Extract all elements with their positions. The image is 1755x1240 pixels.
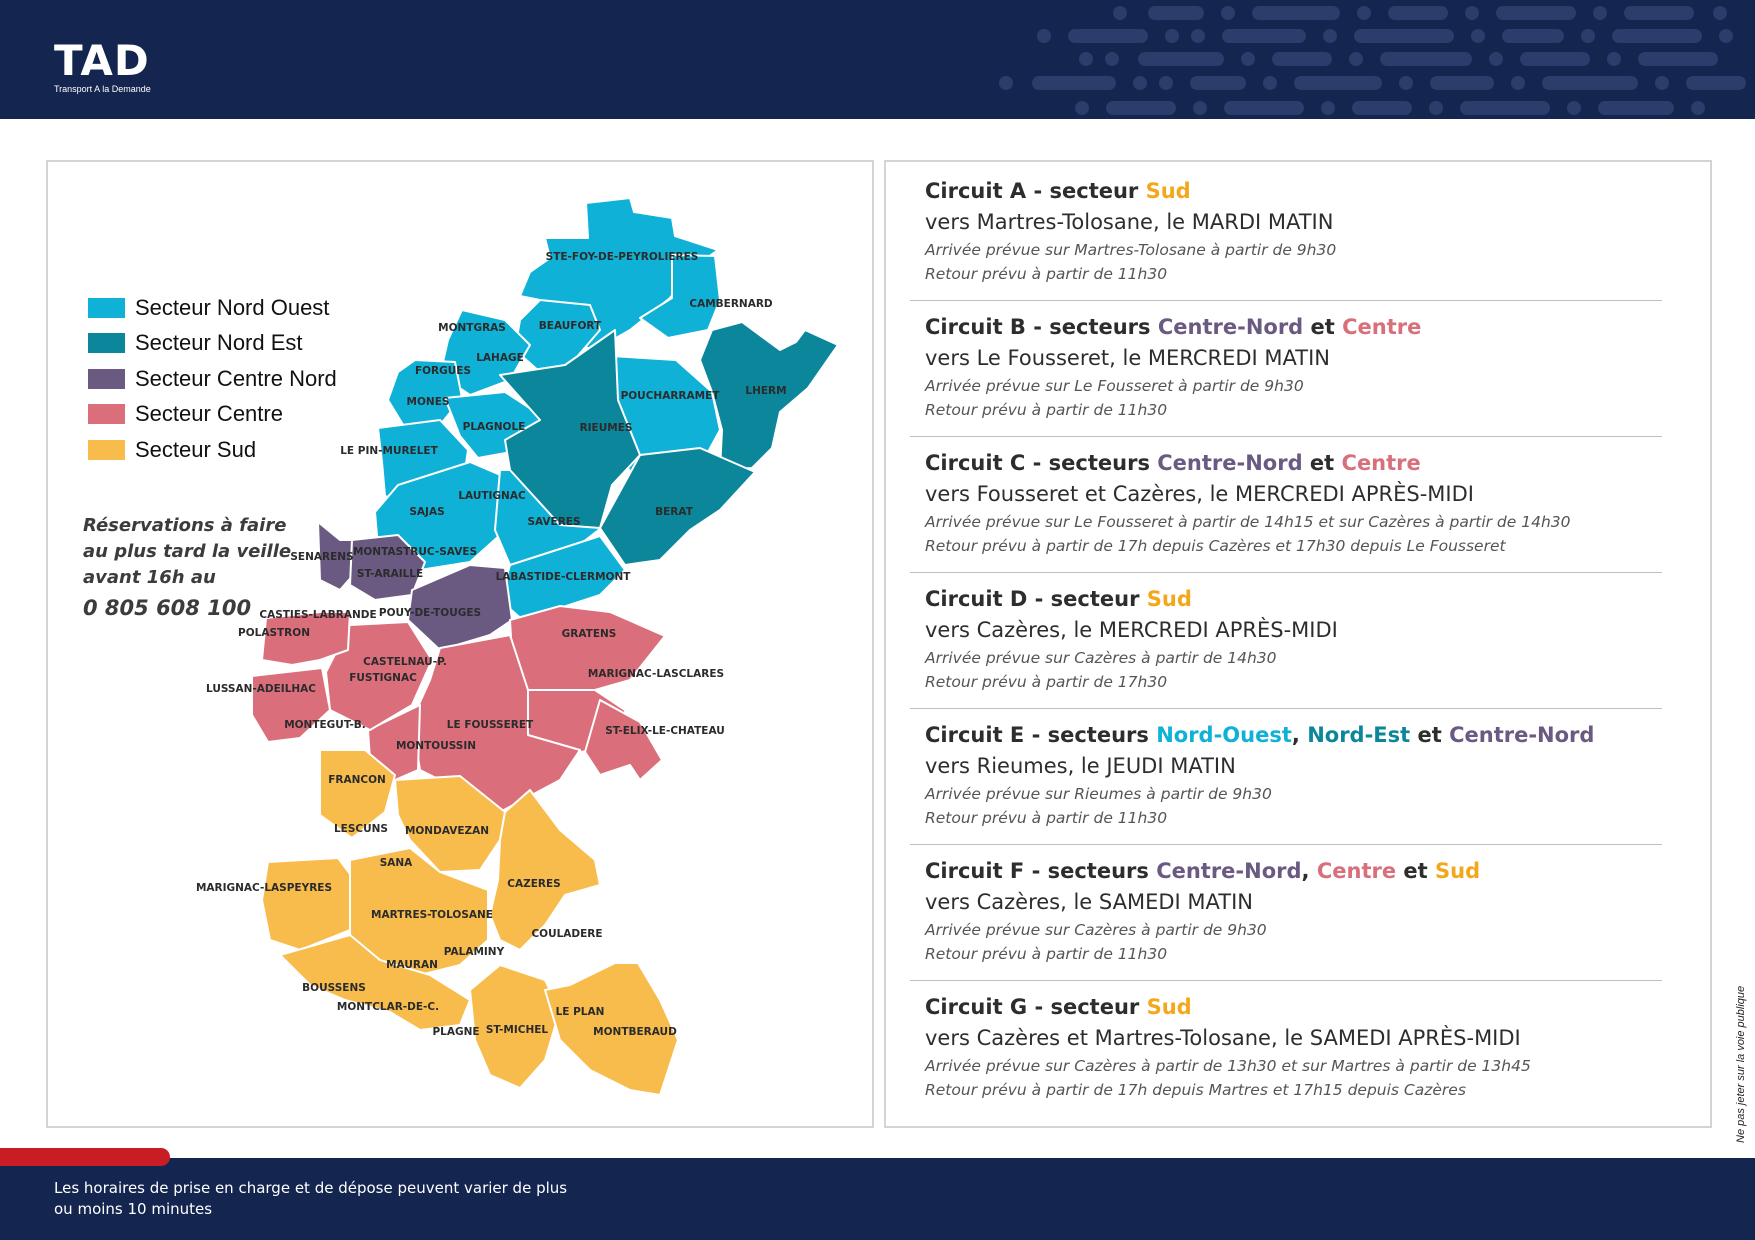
commune-label: CASTELNAU-P. — [363, 656, 447, 668]
legend-item — [88, 290, 337, 326]
circuit-title-text: , — [1291, 723, 1308, 747]
commune-label: LESCUNS — [333, 823, 389, 835]
commune-label: CAMBERNARD — [689, 298, 773, 310]
commune-label: MONTGRAS — [438, 322, 506, 334]
circuit-separator — [910, 980, 1662, 981]
commune-label: MONTASTRUC-SAVES — [352, 546, 478, 558]
commune-label: LABASTIDE-CLERMONT — [495, 571, 631, 583]
commune-label: PALAMINY — [443, 946, 505, 958]
sector-name: Centre-Nord — [1449, 723, 1595, 747]
sector-name: Sud — [1146, 587, 1192, 611]
commune-label: BERAT — [655, 506, 693, 518]
sector-name: Sud — [1146, 995, 1192, 1019]
commune-label: RIEUMES — [579, 422, 633, 434]
circuit-arrival: Arrivée prévue sur Martres-Tolosane à partir de 9h30 — [925, 241, 1337, 259]
circuit-title-text: et — [1302, 451, 1342, 475]
circuit-title — [925, 448, 1670, 478]
circuit-separator — [910, 844, 1662, 845]
circuit-arrival: Arrivée prévue sur Cazères à partir de 14h30 — [925, 649, 1277, 667]
commune-label: LHERM — [745, 385, 787, 397]
circuit-title-text: Circuit G - secteur — [925, 995, 1147, 1019]
reservation-info — [83, 513, 291, 625]
circuit-arrival: Arrivée prévue sur Le Fousseret à partir de 14h15 et sur Cazères à partir de 14h30 — [925, 513, 1571, 531]
commune-label: POLASTRON — [238, 627, 310, 639]
logo-text: TAD — [54, 36, 150, 85]
commune-label: MONDAVEZAN — [404, 825, 490, 837]
sector-name: Centre-Nord — [1156, 859, 1302, 883]
circuit-title-text: , — [1301, 859, 1317, 883]
logo-subtitle: Transport A la Demande — [54, 84, 151, 94]
commune-label: MONTBERAUD — [593, 1026, 677, 1038]
circuit-destination: vers Cazères, le MERCREDI APRÈS-MIDI — [925, 618, 1338, 642]
circuit-title-text: Circuit B - secteurs — [925, 315, 1158, 339]
legend-label: Secteur Centre — [135, 401, 283, 427]
circuit-g — [925, 992, 1670, 1102]
legend-label: Secteur Sud — [135, 436, 257, 462]
sector-name: Centre-Nord — [1157, 315, 1304, 339]
circuit-title — [925, 720, 1670, 750]
commune-label: LAHAGE — [476, 352, 524, 364]
commune-label: LUSSAN-ADEILHAC — [206, 683, 316, 695]
circuit-title — [925, 176, 1670, 206]
legend-item — [88, 397, 337, 433]
commune-label: POUY-DE-TOUGES — [378, 607, 482, 619]
circuit-title — [925, 992, 1670, 1022]
commune-label: LE FOUSSERET — [446, 719, 534, 731]
sector-name: Centre — [1316, 859, 1397, 883]
circuit-b — [925, 312, 1670, 422]
circuit-title-text: et — [1303, 315, 1343, 339]
commune-label: SAVERES — [527, 516, 581, 528]
side-note: Ne pas jeter sur la voie publique — [1735, 985, 1747, 1143]
circuit-arrival: Arrivée prévue sur Cazères à partir de 9h30 — [925, 921, 1267, 939]
sector-name: Nord-Est — [1307, 723, 1411, 747]
circuit-destination: vers Fousseret et Cazères, le MERCREDI APRÈS-MIDI — [925, 482, 1474, 506]
commune-label: ST-ARAILLE — [356, 568, 424, 580]
map-legend — [88, 290, 337, 468]
commune-label: PLAGNE — [432, 1026, 480, 1038]
circuit-d — [925, 584, 1670, 694]
circuit-return: Retour prévu à partir de 11h30 — [925, 945, 1168, 963]
commune-label: MONTCLAR-DE-C. — [336, 1001, 440, 1013]
circuit-arrival: Arrivée prévue sur Rieumes à partir de 9h30 — [925, 785, 1272, 803]
legend-swatch — [88, 404, 125, 424]
circuit-f — [925, 856, 1670, 966]
commune-label: LE PIN-MURELET — [340, 445, 438, 457]
circuit-title — [925, 856, 1670, 886]
commune-label: POUCHARRAMET — [620, 390, 720, 402]
circuit-destination: vers Le Fousseret, le MERCREDI MATIN — [925, 346, 1330, 370]
commune-label: ST-MICHEL — [485, 1024, 549, 1036]
circuit-title-text: et — [1396, 859, 1435, 883]
commune-label: FUSTIGNAC — [349, 672, 417, 684]
circuit-destination: vers Cazères, le SAMEDI MATIN — [925, 890, 1253, 914]
commune-label: ST-ELIX-LE-CHATEAU — [605, 725, 725, 737]
circuit-return: Retour prévu à partir de 11h30 — [925, 809, 1168, 827]
area-st-elix — [585, 700, 662, 780]
commune-label: LAUTIGNAC — [458, 490, 526, 502]
legend-swatch — [88, 298, 125, 318]
commune-label: MAURAN — [386, 959, 438, 971]
commune-label: CASTIES-LABRANDE — [259, 609, 377, 621]
commune-label: COULADERE — [531, 928, 603, 940]
commune-label: LE PLAN — [555, 1006, 605, 1018]
legend-label: Secteur Centre Nord — [135, 365, 337, 391]
commune-label: MONTOUSSIN — [395, 740, 477, 752]
commune-label: SANA — [379, 857, 413, 869]
legend-label: Secteur Nord Ouest — [135, 294, 330, 320]
circuit-title-text: Circuit E - secteurs — [925, 723, 1157, 747]
circuit-title-text: Circuit D - secteur — [925, 587, 1147, 611]
legend-swatch — [88, 333, 125, 353]
commune-label: SAJAS — [409, 506, 445, 518]
circuit-title — [925, 584, 1670, 614]
circuit-destination: vers Rieumes, le JEUDI MATIN — [925, 754, 1236, 778]
commune-label: MONTEGUT-B. — [284, 719, 366, 731]
reservation-line: au plus tard la veille — [83, 541, 292, 562]
circuit-title-text: et — [1410, 723, 1450, 747]
footer-note: Les horaires de prise en charge et de dépose peuvent varier de plus ou moins 10 minutes — [54, 1179, 568, 1218]
legend-item — [88, 326, 337, 362]
commune-label: MARTRES-TOLOSANE — [371, 909, 493, 921]
circuit-return: Retour prévu à partir de 17h depuis Cazères et 17h30 depuis Le Fousseret — [925, 537, 1506, 555]
commune-label: MARIGNAC-LASPEYRES — [195, 882, 333, 894]
legend-swatch — [88, 369, 125, 389]
circuit-separator — [910, 572, 1662, 573]
circuit-return: Retour prévu à partir de 11h30 — [925, 265, 1168, 283]
circuit-title-text: Circuit F - secteurs — [925, 859, 1157, 883]
legend-swatch — [88, 440, 125, 460]
commune-label: BEAUFORT — [538, 320, 602, 332]
commune-label: BOUSSENS — [302, 982, 366, 994]
sector-name: Sud — [1145, 179, 1191, 203]
legend-label: Secteur Nord Est — [135, 330, 303, 356]
circuit-c — [925, 448, 1670, 558]
sector-name: Sud — [1435, 859, 1481, 883]
reservation-line: Réservations à faire — [83, 515, 287, 536]
commune-label: FORGUES — [414, 365, 472, 377]
commune-label: MONES — [406, 396, 450, 408]
circuit-a — [925, 176, 1670, 286]
circuit-destination: vers Cazères et Martres-Tolosane, le SAMEDI APRÈS-MIDI — [925, 1026, 1521, 1050]
commune-label: FRANCON — [328, 774, 386, 786]
circuit-arrival: Arrivée prévue sur Le Fousseret à partir de 9h30 — [925, 377, 1304, 395]
sector-name: Centre-Nord — [1157, 451, 1303, 475]
legend-item — [88, 432, 337, 468]
commune-label: CAZERES — [507, 878, 561, 890]
footer-accent-bar — [0, 1148, 170, 1166]
area-cazeres — [490, 790, 603, 950]
circuit-return: Retour prévu à partir de 11h30 — [925, 401, 1168, 419]
circuit-destination: vers Martres-Tolosane, le MARDI MATIN — [925, 210, 1334, 234]
sector-name: Nord-Ouest — [1156, 723, 1292, 747]
legend-item — [88, 361, 337, 397]
circuit-title — [925, 312, 1670, 342]
circuit-return: Retour prévu à partir de 17h depuis Martres et 17h15 depuis Cazères — [925, 1081, 1466, 1099]
circuit-title-text: Circuit C - secteurs — [925, 451, 1158, 475]
circuit-separator — [910, 300, 1662, 301]
sector-name: Centre — [1342, 315, 1422, 339]
circuit-return: Retour prévu à partir de 17h30 — [925, 673, 1168, 691]
commune-label: PLAGNOLE — [462, 421, 526, 433]
commune-label: STE-FOY-DE-PEYROLIERES — [545, 251, 699, 263]
commune-label: SENARENS — [290, 551, 354, 563]
circuit-separator — [910, 708, 1662, 709]
reservation-phone[interactable]: 0 805 608 100 — [83, 596, 252, 620]
circuit-e — [925, 720, 1670, 830]
circuit-separator — [910, 436, 1662, 437]
reservation-line: avant 16h au — [83, 567, 216, 588]
sector-name: Centre — [1341, 451, 1421, 475]
circuit-arrival: Arrivée prévue sur Cazères à partir de 13h30 et sur Martres à partir de 13h45 — [925, 1057, 1531, 1075]
commune-label: MARIGNAC-LASCLARES — [587, 668, 725, 680]
commune-label: GRATENS — [561, 628, 617, 640]
circuit-title-text: Circuit A - secteur — [925, 179, 1146, 203]
